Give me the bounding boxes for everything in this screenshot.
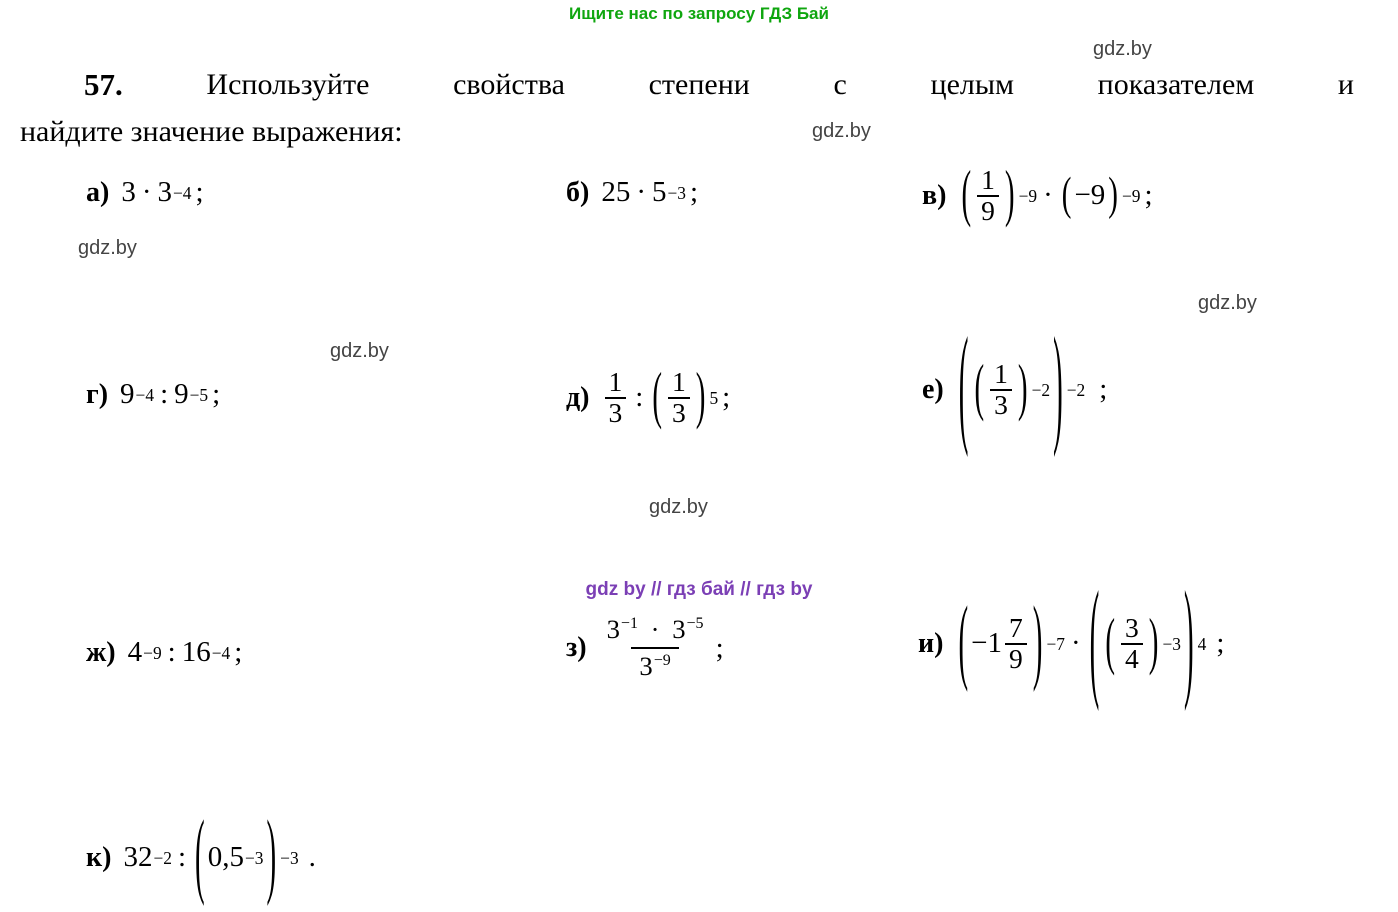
left-paren: ( [1061,169,1072,221]
terminator: ; [722,381,731,414]
right-paren: ) [1032,589,1043,696]
task-number: 57. [84,67,123,102]
division-colon: : [635,381,644,414]
outer-parentheses: ( ( $\frac{1}{3}$ ) −2 ) [956,360,1066,420]
item-label-v: в) [922,179,947,211]
exercise-item-zh [86,636,242,669]
fraction [1121,614,1143,674]
numerator: 1 [672,366,686,397]
task-word: и [1337,68,1354,101]
left-paren: ( [974,353,985,425]
operand: −9 [1074,179,1106,212]
right-paren: ) [266,803,277,909]
expression-zh: 4 −9 : 16 −4 ; [127,636,243,668]
left-paren: ( [958,314,969,462]
watermark: gdz.by [649,496,708,518]
numerator: 7 [1009,612,1023,643]
expression-a: 3 · 3 −4 ; [121,176,204,208]
operand: 3 [157,176,172,208]
operand: 3 [121,176,136,208]
expression-g: 9 −4 : 9 −5 ; [120,378,221,410]
item-label-e: е) [922,373,944,405]
expression-e: ( ( $\frac{1}{3}$ ) −2 ) −2 ; [956,360,1108,420]
top-promo-banner: Ищите нас по запросу ГДЗ Бай [569,4,829,23]
item-label-a: а) [86,176,110,208]
item-label-b: б) [566,176,590,208]
left-paren: ( [1089,568,1100,716]
task-word: целым [930,68,1014,101]
terminator: ; [234,636,243,668]
denominator [631,647,678,682]
exercise-item-k [86,803,316,909]
terminator: . [308,841,316,873]
task-statement-line-2: найдите значение выражения: [20,114,403,148]
inner-parenthesized-fraction [1102,607,1161,679]
expression-v: ( $\frac{1}{9}$ ) −9 · ( −9 ) −9 ; [958,166,1152,226]
operand: 3 [639,651,653,681]
fraction [977,166,999,226]
exponent: −9 [653,652,671,670]
denominator: 4 [1121,643,1143,674]
task-statement-line-1 [18,62,1368,109]
right-paren: ) [1017,353,1028,425]
terminator: ; [1216,627,1225,660]
left-paren: ( [195,803,205,909]
right-paren: ) [695,361,706,433]
watermark: gdz.by [1093,38,1152,60]
right-paren: ) [1148,607,1159,679]
denominator: 9 [1005,643,1027,674]
parenthesized-fraction [958,159,1017,231]
operand: 0,5 [207,841,244,873]
denominator: 9 [977,195,999,226]
exercise-item-z [566,614,724,682]
mixed-number [971,614,1030,674]
numerator [599,614,712,647]
terminator: ; [690,176,699,208]
exercise-item-i [918,568,1225,716]
exponent: −1 [620,615,638,633]
division-colon: : [167,636,176,668]
parenthesized-power: ( 0,5 −3 ) [192,841,279,874]
operand: 3 [606,614,620,644]
expression-d: $\frac{1}{3}$ : ( $\frac{1}{3}$ ) 5 ; [602,368,731,428]
item-label-g: г) [86,378,109,410]
integer-part: −1 [971,627,1002,660]
item-label-i: и) [918,627,944,659]
expression-z [599,614,724,682]
bottom-banner-separator: // [650,579,662,600]
expression-i: ( −1 $\frac{7}{9}$ ) −7 · ( ( $\frac{3}{4}$ ) −3 ) 4 ; [955,614,1224,674]
item-label-zh: ж) [86,636,116,668]
watermark: gdz.by [78,237,137,259]
operand: 16 [181,636,211,668]
operand: 9 [174,378,189,410]
exercise-item-a [86,176,204,209]
numerator: 1 [994,358,1008,389]
right-paren: ) [1108,169,1118,221]
multiplication-dot: · [141,176,152,208]
denominator: 3 [990,389,1012,420]
operand: 25 [601,176,631,208]
numerator: 3 [1124,612,1139,643]
multiplication-dot: · [636,176,646,208]
right-paren: ) [1183,568,1194,716]
multiplication-dot: · [1043,179,1053,212]
division-colon: : [160,378,169,410]
numerator: 1 [981,164,995,195]
expression-k: 32 −2 : ( 0,5 −3 ) −3 . [123,841,315,874]
terminator: ; [1144,179,1153,212]
outer-parentheses: ( ( $\frac{3}{4}$ ) −3 ) [1087,614,1197,674]
watermark: gdz.by [1198,292,1257,314]
parenthesized-mixed-number [955,589,1045,696]
numerator: 1 [608,366,623,397]
operand: 9 [120,378,135,410]
left-paren: ( [961,159,972,231]
expression-b: 25 · 5 −3 ; [601,176,699,208]
exercise-grid [0,159,1398,909]
operand: 4 [127,636,143,668]
operand: 5 [652,176,667,208]
parenthesized-number [1059,169,1121,221]
operand: 3 [672,614,686,644]
left-paren: ( [652,361,663,433]
exponent: −5 [686,615,704,633]
left-paren: ( [1105,607,1115,679]
right-paren: ) [1053,314,1063,462]
watermark: gdz.by [812,120,871,142]
terminator: ; [1099,373,1108,406]
right-paren: ) [1004,159,1015,231]
bottom-banner-middle: гдз бай [666,579,735,600]
task-word: Используйте [206,68,370,101]
watermark: gdz.by [330,340,389,362]
terminator: ; [715,631,724,664]
bottom-banner-separator: // [740,579,751,600]
denominator: 3 [605,397,627,428]
bottom-banner-right: гдз by [756,579,813,600]
terminator: ; [195,176,204,208]
division-colon: : [177,841,187,873]
task-statement [18,62,1368,154]
task-word: степени [648,68,750,101]
item-label-d: д) [566,381,590,413]
item-label-k: к) [86,841,112,873]
denominator: 3 [668,397,690,428]
fraction [599,614,712,682]
left-paren: ( [958,589,969,696]
task-word: свойства [453,68,565,101]
fraction [1005,614,1027,674]
multiplication-dot: · [650,614,660,644]
bottom-banner-left: gdz by [585,579,646,600]
exercise-row [0,159,1398,260]
exercise-item-v [922,159,1153,231]
task-word: с [833,68,847,101]
exercise-row [0,260,1398,462]
operand: 32 [123,841,153,873]
multiplication-dot: · [1070,627,1081,660]
terminator: ; [212,378,221,410]
exercise-item-b [566,176,698,209]
item-label-z: з) [566,632,587,663]
task-word: показателем [1097,68,1255,101]
bottom-promo-banner [0,579,1398,601]
